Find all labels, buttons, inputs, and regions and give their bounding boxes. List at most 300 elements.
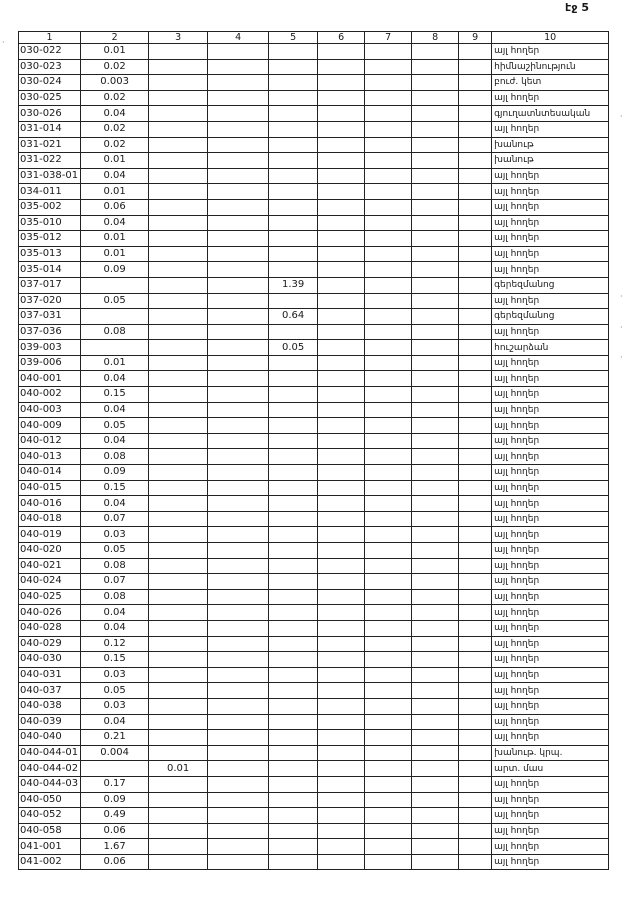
table-row: [19, 137, 609, 153]
cell-col-2: 0.03: [81, 698, 149, 714]
cell-col-7: [365, 745, 412, 761]
cell-col-8: [412, 371, 459, 387]
table-row: [19, 231, 609, 247]
cell-col-1: 040-037: [19, 683, 81, 699]
cell-col-2: 0.02: [81, 137, 149, 153]
cell-col-4: [208, 262, 269, 278]
cell-col-9: [459, 418, 492, 434]
cell-col-7: [365, 698, 412, 714]
cell-col-5: [269, 168, 318, 184]
cell-col-5: [269, 433, 318, 449]
cell-col-4: [208, 309, 269, 325]
cell-col-10: այլ հողեր: [492, 730, 609, 746]
cell-col-7: [365, 511, 412, 527]
cell-col-10: այլ հողեր: [492, 698, 609, 714]
table-row: [19, 527, 609, 543]
cell-col-10: այլ հողեր: [492, 465, 609, 481]
table-row: [19, 309, 609, 325]
cell-col-7: [365, 761, 412, 777]
cell-col-1: 039-003: [19, 340, 81, 356]
cell-col-5: [269, 558, 318, 574]
cell-col-6: [318, 309, 365, 325]
cell-col-1: 040-028: [19, 620, 81, 636]
cell-col-3: [149, 168, 208, 184]
cell-col-6: [318, 620, 365, 636]
cell-col-8: [412, 652, 459, 668]
cell-col-4: [208, 168, 269, 184]
cell-col-8: [412, 231, 459, 247]
table-row: [19, 44, 609, 60]
cell-col-10: այլ հողեր: [492, 199, 609, 215]
cell-col-9: [459, 761, 492, 777]
cell-col-8: [412, 433, 459, 449]
cell-col-2: 0.03: [81, 527, 149, 543]
cell-col-1: 039-006: [19, 355, 81, 371]
cell-col-8: [412, 106, 459, 122]
cell-col-5: [269, 543, 318, 559]
cell-col-5: [269, 605, 318, 621]
cell-col-5: [269, 90, 318, 106]
cell-col-3: [149, 246, 208, 262]
table-row: [19, 558, 609, 574]
cell-col-1: 035-013: [19, 246, 81, 262]
cell-col-7: [365, 620, 412, 636]
cell-col-2: 0.12: [81, 636, 149, 652]
cell-col-10: այլ հողեր: [492, 44, 609, 60]
cell-col-3: [149, 433, 208, 449]
table-row: [19, 605, 609, 621]
table-row: [19, 106, 609, 122]
cell-col-5: [269, 121, 318, 137]
cell-col-6: [318, 667, 365, 683]
cell-col-6: [318, 636, 365, 652]
cell-col-6: [318, 371, 365, 387]
cell-col-9: [459, 636, 492, 652]
cell-col-2: 0.04: [81, 620, 149, 636]
cell-col-3: [149, 854, 208, 870]
cell-col-4: [208, 683, 269, 699]
cell-col-9: [459, 792, 492, 808]
cell-col-6: [318, 168, 365, 184]
cell-col-4: [208, 246, 269, 262]
cell-col-8: [412, 75, 459, 91]
cell-col-5: [269, 574, 318, 590]
cell-col-2: 0.04: [81, 371, 149, 387]
cell-col-5: [269, 652, 318, 668]
table-row: [19, 293, 609, 309]
cell-col-8: [412, 418, 459, 434]
table-row: [19, 433, 609, 449]
cell-col-5: [269, 465, 318, 481]
cell-col-1: 030-022: [19, 44, 81, 60]
cell-col-8: [412, 823, 459, 839]
cell-col-10: այլ հողեր: [492, 184, 609, 200]
cell-col-9: [459, 776, 492, 792]
cell-col-9: [459, 371, 492, 387]
cell-col-2: 0.01: [81, 153, 149, 169]
cell-col-6: [318, 231, 365, 247]
cell-col-8: [412, 730, 459, 746]
cell-col-7: [365, 371, 412, 387]
cell-col-4: [208, 574, 269, 590]
cell-col-2: 0.15: [81, 652, 149, 668]
cell-col-6: [318, 761, 365, 777]
cell-col-10: այլ հողեր: [492, 449, 609, 465]
cell-col-10: այլ հողեր: [492, 433, 609, 449]
land-parcel-table: [18, 31, 609, 870]
cell-col-9: [459, 543, 492, 559]
cell-col-4: [208, 199, 269, 215]
cell-col-10: այլ հողեր: [492, 620, 609, 636]
cell-col-8: [412, 745, 459, 761]
column-header-3: 3: [149, 32, 208, 44]
cell-col-5: [269, 449, 318, 465]
cell-col-1: 037-031: [19, 309, 81, 325]
cell-col-4: [208, 153, 269, 169]
cell-col-2: 0.05: [81, 418, 149, 434]
cell-col-4: [208, 293, 269, 309]
cell-col-5: [269, 589, 318, 605]
cell-col-10: այլ հողեր: [492, 231, 609, 247]
cell-col-10: այլ հողեր: [492, 667, 609, 683]
cell-col-5: [269, 44, 318, 60]
cell-col-9: [459, 683, 492, 699]
cell-col-7: [365, 340, 412, 356]
table-row: [19, 574, 609, 590]
cell-col-6: [318, 683, 365, 699]
margin-mark: ·: [620, 112, 623, 121]
cell-col-2: 0.05: [81, 683, 149, 699]
cell-col-6: [318, 418, 365, 434]
cell-col-9: [459, 355, 492, 371]
cell-col-8: [412, 199, 459, 215]
cell-col-10: այլ հողեր: [492, 168, 609, 184]
table-row: [19, 340, 609, 356]
cell-col-5: 1.39: [269, 277, 318, 293]
cell-col-9: [459, 75, 492, 91]
cell-col-3: [149, 527, 208, 543]
cell-col-8: [412, 59, 459, 75]
cell-col-7: [365, 808, 412, 824]
cell-col-7: [365, 418, 412, 434]
cell-col-9: [459, 262, 492, 278]
cell-col-2: 0.09: [81, 465, 149, 481]
table-row: [19, 543, 609, 559]
cell-col-3: [149, 75, 208, 91]
cell-col-10: բուժ. կետ: [492, 75, 609, 91]
cell-col-2: 0.01: [81, 355, 149, 371]
cell-col-5: [269, 371, 318, 387]
column-header-2: 2: [81, 32, 149, 44]
cell-col-9: [459, 854, 492, 870]
cell-col-8: [412, 667, 459, 683]
cell-col-6: [318, 776, 365, 792]
cell-col-8: [412, 636, 459, 652]
cell-col-2: 0.04: [81, 714, 149, 730]
cell-col-9: [459, 496, 492, 512]
cell-col-9: [459, 558, 492, 574]
cell-col-10: այլ հողեր: [492, 652, 609, 668]
table-row: [19, 808, 609, 824]
cell-col-4: [208, 465, 269, 481]
cell-col-3: [149, 387, 208, 403]
cell-col-3: [149, 44, 208, 60]
cell-col-7: [365, 246, 412, 262]
cell-col-4: [208, 340, 269, 356]
cell-col-9: [459, 511, 492, 527]
table-row: [19, 683, 609, 699]
cell-col-3: [149, 324, 208, 340]
table-row: [19, 215, 609, 231]
table-row: [19, 480, 609, 496]
cell-col-1: 040-029: [19, 636, 81, 652]
cell-col-4: [208, 589, 269, 605]
cell-col-9: [459, 246, 492, 262]
margin-mark: ·: [620, 353, 623, 362]
cell-col-2: [81, 309, 149, 325]
cell-col-5: [269, 730, 318, 746]
cell-col-8: [412, 543, 459, 559]
cell-col-1: 040-052: [19, 808, 81, 824]
table-row: [19, 449, 609, 465]
cell-col-1: 041-002: [19, 854, 81, 870]
cell-col-7: [365, 90, 412, 106]
cell-col-7: [365, 449, 412, 465]
cell-col-10: այլ հողեր: [492, 90, 609, 106]
cell-col-5: [269, 75, 318, 91]
cell-col-3: [149, 371, 208, 387]
cell-col-2: 0.01: [81, 246, 149, 262]
cell-col-1: 040-012: [19, 433, 81, 449]
table-row: [19, 620, 609, 636]
cell-col-9: [459, 823, 492, 839]
cell-col-5: [269, 184, 318, 200]
cell-col-8: [412, 776, 459, 792]
cell-col-10: այլ հողեր: [492, 387, 609, 403]
cell-col-9: [459, 433, 492, 449]
cell-col-7: [365, 324, 412, 340]
margin-mark: ·: [2, 38, 5, 47]
cell-col-6: [318, 543, 365, 559]
cell-col-2: [81, 277, 149, 293]
cell-col-7: [365, 792, 412, 808]
cell-col-7: [365, 44, 412, 60]
cell-col-9: [459, 293, 492, 309]
cell-col-8: [412, 683, 459, 699]
cell-col-1: 035-014: [19, 262, 81, 278]
cell-col-2: 0.03: [81, 667, 149, 683]
cell-col-4: [208, 511, 269, 527]
cell-col-10: այլ հողեր: [492, 823, 609, 839]
cell-col-3: [149, 215, 208, 231]
cell-col-2: 0.09: [81, 262, 149, 278]
cell-col-1: 037-017: [19, 277, 81, 293]
cell-col-10: այլ հողեր: [492, 776, 609, 792]
cell-col-5: [269, 776, 318, 792]
cell-col-4: [208, 355, 269, 371]
cell-col-2: 0.02: [81, 121, 149, 137]
cell-col-7: [365, 137, 412, 153]
cell-col-3: [149, 714, 208, 730]
cell-col-9: [459, 698, 492, 714]
cell-col-3: [149, 605, 208, 621]
cell-col-5: [269, 511, 318, 527]
cell-col-1: 040-050: [19, 792, 81, 808]
table-row: [19, 153, 609, 169]
cell-col-9: [459, 589, 492, 605]
cell-col-5: [269, 714, 318, 730]
margin-mark: ·: [620, 292, 623, 301]
cell-col-3: [149, 153, 208, 169]
cell-col-4: [208, 730, 269, 746]
cell-col-10: հիմնաշինություն: [492, 59, 609, 75]
cell-col-10: գերեզմանոց: [492, 277, 609, 293]
cell-col-6: [318, 44, 365, 60]
cell-col-3: [149, 808, 208, 824]
cell-col-2: 0.003: [81, 75, 149, 91]
table-row: [19, 90, 609, 106]
cell-col-2: 0.17: [81, 776, 149, 792]
cell-col-2: 0.08: [81, 324, 149, 340]
cell-col-8: [412, 402, 459, 418]
cell-col-1: 030-023: [19, 59, 81, 75]
cell-col-7: [365, 465, 412, 481]
cell-col-5: [269, 199, 318, 215]
cell-col-1: 040-031: [19, 667, 81, 683]
cell-col-7: [365, 854, 412, 870]
cell-col-3: [149, 496, 208, 512]
cell-col-8: [412, 605, 459, 621]
cell-col-5: [269, 418, 318, 434]
cell-col-6: [318, 698, 365, 714]
table-row: [19, 277, 609, 293]
cell-col-4: [208, 496, 269, 512]
cell-col-3: [149, 465, 208, 481]
cell-col-10: գյուղատնտեսական: [492, 106, 609, 122]
cell-col-2: 1.67: [81, 839, 149, 855]
cell-col-7: [365, 839, 412, 855]
cell-col-3: [149, 121, 208, 137]
cell-col-10: խանութ: [492, 137, 609, 153]
cell-col-5: [269, 636, 318, 652]
cell-col-3: [149, 839, 208, 855]
table-row: [19, 121, 609, 137]
table-row: [19, 387, 609, 403]
cell-col-6: [318, 137, 365, 153]
cell-col-6: [318, 184, 365, 200]
table-row: [19, 745, 609, 761]
cell-col-10: այլ հողեր: [492, 589, 609, 605]
cell-col-2: 0.02: [81, 59, 149, 75]
cell-col-4: [208, 231, 269, 247]
cell-col-5: [269, 59, 318, 75]
cell-col-8: [412, 355, 459, 371]
cell-col-8: [412, 511, 459, 527]
cell-col-10: հուշարձան: [492, 340, 609, 356]
cell-col-3: [149, 776, 208, 792]
cell-col-1: 030-026: [19, 106, 81, 122]
cell-col-8: [412, 90, 459, 106]
cell-col-6: [318, 652, 365, 668]
cell-col-2: 0.04: [81, 433, 149, 449]
cell-col-4: [208, 402, 269, 418]
cell-col-5: [269, 745, 318, 761]
cell-col-4: [208, 59, 269, 75]
cell-col-2: 0.15: [81, 387, 149, 403]
cell-col-10: խանութ: [492, 153, 609, 169]
cell-col-8: [412, 153, 459, 169]
cell-col-1: 040-038: [19, 698, 81, 714]
cell-col-7: [365, 823, 412, 839]
table-row: [19, 59, 609, 75]
cell-col-3: [149, 231, 208, 247]
cell-col-7: [365, 527, 412, 543]
cell-col-7: [365, 184, 412, 200]
cell-col-6: [318, 589, 365, 605]
cell-col-9: [459, 44, 492, 60]
cell-col-6: [318, 402, 365, 418]
cell-col-3: [149, 199, 208, 215]
cell-col-2: 0.15: [81, 480, 149, 496]
cell-col-6: [318, 90, 365, 106]
cell-col-2: 0.08: [81, 449, 149, 465]
table-row: [19, 761, 609, 777]
cell-col-4: [208, 854, 269, 870]
cell-col-2: [81, 340, 149, 356]
cell-col-9: [459, 449, 492, 465]
cell-col-4: [208, 387, 269, 403]
cell-col-2: 0.08: [81, 589, 149, 605]
cell-col-9: [459, 667, 492, 683]
cell-col-10: արտ. մաս: [492, 761, 609, 777]
cell-col-7: [365, 558, 412, 574]
cell-col-6: [318, 714, 365, 730]
cell-col-4: [208, 75, 269, 91]
table-row: [19, 184, 609, 200]
cell-col-6: [318, 59, 365, 75]
cell-col-9: [459, 168, 492, 184]
table-row: [19, 776, 609, 792]
cell-col-4: [208, 558, 269, 574]
cell-col-1: 031-014: [19, 121, 81, 137]
cell-col-1: 040-030: [19, 652, 81, 668]
cell-col-4: [208, 184, 269, 200]
cell-col-10: այլ հողեր: [492, 215, 609, 231]
cell-col-2: 0.04: [81, 215, 149, 231]
cell-col-2: 0.04: [81, 402, 149, 418]
cell-col-10: այլ հողեր: [492, 402, 609, 418]
table-row: [19, 262, 609, 278]
cell-col-9: [459, 59, 492, 75]
cell-col-3: [149, 340, 208, 356]
cell-col-7: [365, 387, 412, 403]
cell-col-10: այլ հողեր: [492, 371, 609, 387]
cell-col-5: [269, 231, 318, 247]
cell-col-6: [318, 839, 365, 855]
cell-col-4: [208, 371, 269, 387]
cell-col-3: [149, 355, 208, 371]
cell-col-6: [318, 823, 365, 839]
cell-col-3: [149, 480, 208, 496]
cell-col-4: [208, 808, 269, 824]
cell-col-6: [318, 496, 365, 512]
cell-col-2: 0.08: [81, 558, 149, 574]
cell-col-10: այլ հողեր: [492, 527, 609, 543]
table-row: [19, 199, 609, 215]
cell-col-4: [208, 745, 269, 761]
cell-col-3: [149, 620, 208, 636]
cell-col-7: [365, 153, 412, 169]
